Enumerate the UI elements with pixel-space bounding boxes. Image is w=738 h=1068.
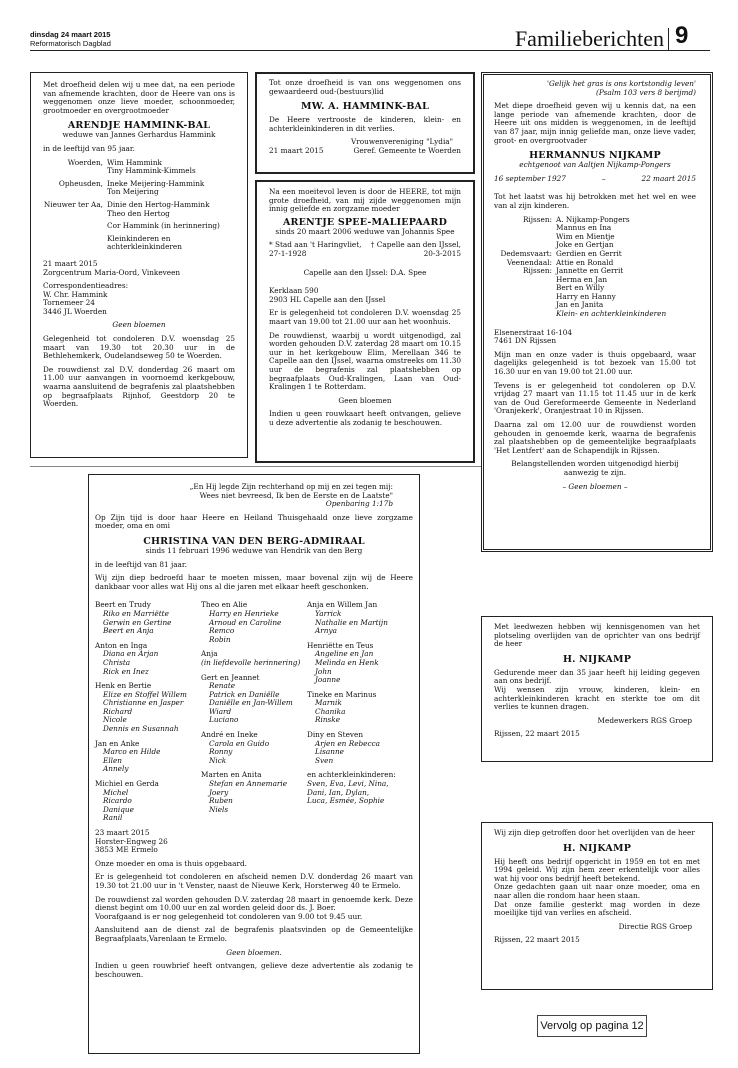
ad1-corr-line: Tornemeer 24: [43, 298, 95, 308]
family-head: Michiel en Gerda: [95, 779, 159, 789]
family-kid: (in liefdevolle herinnering): [201, 657, 301, 667]
ad1-corr-label: Correspondentieadres:: [43, 281, 129, 291]
family-head: en achterkleinkinderen:: [307, 770, 396, 780]
ad-nijkamp-medewerkers: [481, 616, 713, 762]
family-kid: Angeline en Jan: [315, 649, 374, 659]
family-place: Veenendaal:: [506, 257, 552, 267]
family-kid: Arjen en Rebecca: [315, 738, 381, 748]
family-kid: Yarrick: [315, 608, 342, 618]
family-place: Woerden,: [67, 157, 103, 167]
family-place: Rijssen:: [522, 266, 552, 276]
family-kid: Chanika: [315, 706, 346, 716]
family-kid: Melinda en Henk: [315, 657, 379, 667]
family-kid: Rinske: [315, 715, 341, 725]
ad5-p3: Er is gelegenheid tot condoleren en afscheid nemen D.V. donderdag 26 maart van 19.30 tot 21.00 uur in 't Venster, naast de Nieuwe Kerk, Horsterweg 40 te Ermelo.: [95, 872, 413, 890]
family-name: Kleinkinderen en: [107, 233, 171, 243]
ad3-born: * Stad aan 't Haringvliet,: [269, 240, 362, 250]
ad3-born-date: 27-1-1928: [269, 248, 307, 258]
ad-nijkamp-directie: [481, 822, 713, 990]
ad1-name: ARENDJE HAMMINK-BAL: [67, 120, 211, 132]
header-meta: [30, 30, 111, 48]
ad3-addr: 2903 HL Capelle aan den IJssel: [269, 294, 386, 304]
family-kid: Wiard: [209, 706, 232, 716]
family-head: Theo en Alie: [201, 600, 248, 610]
family-name: achterkleinkinderen: [107, 242, 182, 252]
ad3-signer: Capelle aan den IJssel: D.A. Spee: [303, 267, 427, 277]
ad5-sub: sinds 11 februari 1996 weduwe van Hendrik van den Berg: [145, 545, 363, 555]
family-head: Anton en Inga: [95, 640, 148, 650]
family-kid: Luca, Esmée, Sophie: [307, 796, 385, 806]
family-kid: Sven, Eva, Levi, Nina,: [307, 779, 389, 789]
ad4-addr: Elsenerstraat 16-104: [494, 327, 573, 337]
family-name: Tiny Hammink-Kimmels: [107, 166, 196, 176]
ad1-place: Zorgcentrum Maria-Oord, Vinkeveen: [43, 267, 181, 277]
ad4-born: 16 september 1927: [494, 173, 566, 183]
ad2-text: De Heere vertrooste de kinderen, klein- en achterkleinkinderen in dit verlies.: [269, 115, 461, 133]
family-name: Wim Hammink: [107, 157, 162, 167]
ad4-flowers: – Geen bloemen –: [562, 481, 628, 491]
ad3-sub: sinds 20 maart 2006 weduwe van Johannis Spee: [275, 226, 455, 236]
ad4-p3: Tevens is er gelegenheid tot condoleren op D.V. vrijdag 27 maart van 11.15 tot 11.45 uur in de kerk van de Oud Gereformeerde Gemeente in Nederland 'Oranjekerk', Oranjestraat 10 in Rijssen.: [494, 380, 696, 416]
ad7-p3: Dat onze familie gesterkt mag worden in deze moeilijke tijd van verlies en afscheid.: [494, 899, 700, 918]
family-kid: Nick: [209, 755, 227, 765]
ad5-name: CHRISTINA VAN DEN BERG-ADMIRAAL: [143, 535, 365, 547]
family-kid: Christianne en Jasper: [103, 698, 184, 708]
ad4-p2: Mijn man en onze vader is thuis opgebaard, waar dagelijks gelegenheid is tot bezoek van 15.00 tot 16.30 uur en van 19.00 tot 21.00 uur.: [494, 349, 696, 377]
ad4-name: HERMANNUS NIJKAMP: [529, 150, 661, 162]
family-name: Jan en Janita: [556, 300, 604, 310]
ad3-addr: Kerklaan 590: [269, 286, 319, 296]
ad5-p6: Indien u geen rouwbrief heeft ontvangen, gelieve deze advertentie als zodanig te beschouwen.: [95, 961, 413, 979]
ad4-quote: 'Gelijk het gras is ons kortstondig leven': [546, 79, 696, 88]
family-name: Herma en Jan: [556, 274, 608, 284]
family-kid: Robin: [209, 634, 231, 644]
family-name: Bert en Willy: [556, 283, 605, 293]
ad4-addr: 7461 DN Rijssen: [494, 336, 557, 346]
ad3-name: ARENTJE SPEE-MALIEPAARD: [282, 216, 448, 228]
family-head: Marten en Anita: [201, 770, 262, 780]
family-kid: Gerwin en Gertine: [103, 617, 172, 627]
ad1-p1: Gelegenheid tot condoleren D.V. woensdag 25 maart van 19.30 tot 20.30 uur in de Bethlehemkerk, Oudelandseweg 50 te Woerden.: [43, 334, 235, 361]
family-head: Diny en Steven: [307, 730, 364, 740]
ad4-died: 22 maart 2015: [641, 173, 696, 183]
family-kid: Joanne: [315, 675, 341, 685]
family-place: Dedemsvaart:: [500, 248, 552, 258]
ad3-died: † Capelle aan den IJssel,: [370, 240, 461, 250]
family-kid: Marnik: [315, 698, 342, 708]
ad5-p4a: De rouwdienst zal worden gehouden D.V. zaterdag 28 maart in genoemde kerk. Deze dienst begint om 10.00 uur en zal worden geleid door ds. J. Boer.: [95, 894, 413, 913]
family-kid: Annely: [103, 764, 129, 774]
family-kid: Remco: [209, 626, 235, 636]
ad2-intro: Tot onze droefheid is van ons weggenomen ons gewaardeerd oud-(bestuurs)lid: [269, 78, 461, 96]
ad6-p1: Gedurende meer dan 35 jaar heeft hij leiding gegeven aan ons bedrijf.: [494, 667, 700, 686]
family-kid: Dani, Ian, Dylan,: [307, 787, 370, 797]
ad5-quote1: „En Hij legde Zijn rechterhand op mij en zei tegen mij:: [189, 482, 393, 491]
family-kid: Ronny: [209, 747, 233, 757]
ad6-signer: Medewerkers RGS Groep: [597, 715, 692, 725]
family-column: [95, 601, 201, 829]
header-date: dinsdag 24 maart 2015: [30, 30, 111, 39]
family-kid: Patrick en Daniëlle: [209, 689, 280, 699]
family-kid: Lisanne: [315, 747, 344, 757]
header-paper: Reformatorisch Dagblad: [30, 39, 111, 48]
family-name: Theo den Hertog: [107, 208, 170, 218]
ad1-date: 21 maart 2015: [43, 258, 98, 268]
ad3-flowers: Geen bloemen: [338, 395, 392, 405]
family-place: [43, 235, 107, 252]
family-head: Tineke en Marinus: [307, 689, 377, 699]
header-divider: [668, 28, 669, 50]
header-rule: [30, 50, 710, 51]
family-head: Anja: [201, 649, 218, 659]
ad5-intro: Op Zijn tijd is door haar Heere en Heiland Thuisgehaald onze lieve zorgzame moeder, oma en omi: [95, 512, 413, 531]
family-kid: Christa: [103, 657, 131, 667]
family-kid: Riko en Marriëtte: [103, 608, 169, 618]
family-kid: Sven: [315, 755, 334, 765]
ad5-addr: 23 maart 2015: [95, 828, 150, 837]
family-kid: Elize en Stoffel Willem: [103, 689, 187, 699]
family-kid: Dennis en Susannah: [103, 724, 179, 734]
family-kid: Ranil: [103, 813, 123, 823]
ad1-age: in de leeftijd van 95 jaar.: [43, 143, 135, 153]
ad-hammink-bal: [30, 72, 248, 458]
ad5-quote2: Wees niet bevreesd, Ik ben de Eerste en de Laatste": [199, 490, 393, 500]
family-kid: Renate: [209, 681, 236, 691]
ad1-corr-line: W. Chr. Hammink: [43, 289, 108, 299]
ad5-p4b: Voorafgaand is er nog gelegenheid tot condoleren van 9.00 tot 9.45 uur.: [95, 911, 363, 921]
ad2-org2: Geref. Gemeente te Woerden: [353, 145, 461, 155]
family-place: [43, 222, 107, 231]
ad4-family: [494, 216, 696, 319]
family-head: Beert en Trudy: [95, 600, 151, 610]
family-kid: Ricardo: [103, 796, 132, 806]
family-name: Cor Hammink (in herinnering): [107, 221, 220, 231]
family-head: Anja en Willem Jan: [307, 600, 378, 610]
family-head: Henriëtte en Teus: [307, 640, 374, 650]
ad4-quote-ref: (Psalm 103 vers 8 berijmd): [596, 87, 696, 97]
ad3-p1: Er is gelegenheid tot condoleren D.V. woensdag 25 maart van 19.00 tot 21.00 uur aan het woonhuis.: [269, 308, 461, 326]
family-name: Wim en Mientje: [556, 231, 615, 241]
ad5-addr: 3853 ME Ermelo: [95, 845, 158, 855]
family-name: Jannette en Gerrit: [556, 266, 624, 276]
page-number: 9: [675, 22, 689, 49]
family-name: Mannus en Ina: [556, 223, 612, 233]
ad4-p1: Tot het laatst was hij betrokken met het wel en wee van al zijn kinderen.: [494, 192, 696, 210]
ad7-name: H. NIJKAMP: [562, 842, 632, 854]
ad-van-den-berg-admiraal: [88, 474, 420, 1054]
ad5-addr: Horster-Engweg 26: [95, 836, 168, 846]
ad7-signer: Directie RGS Groep: [618, 921, 692, 931]
family-column: [201, 601, 307, 829]
ad4-intro: Met diepe droefheid geven wij u kennis dat, na een lange periode van afnemende krachten, door de Heere uit ons midden is weggenomen, in de leeftijd van 87 jaar, mijn innig geliefde man, onze lieve vader, groot- en overgrootvader: [494, 101, 696, 145]
section-title: Familieberichten: [514, 26, 664, 51]
ad6-name: H. NIJKAMP: [562, 653, 632, 665]
family-kid: Marco en Hilde: [103, 747, 161, 757]
family-kid: Beert en Anja: [103, 626, 154, 636]
ad6-p2: Wij wensen zijn vrouw, kinderen, klein- en achterkleinkinderen kracht en sterkte toe om dit verlies te kunnen dragen.: [494, 684, 700, 712]
family-head: André en Ineke: [201, 730, 258, 740]
column-divider: [30, 466, 482, 467]
family-kid: Richard: [103, 706, 133, 716]
ad1-p2: De rouwdienst zal D.V. donderdag 26 maart om 11.00 uur aanvangen in voornoemd kerkgebouw, waarna aansluitend de begrafenis zal plaatshebben op begraafplaats Rijnhof, Geestdorp 20 te Woerden.: [43, 364, 235, 409]
ad1-intro: Met droefheid delen wij u mee dat, na een periode van afnemende krachten, door de Heere van ons is weggenomen onze lieve moeder, schoonmoeder, grootmoeder en overgrootmoeder: [43, 80, 235, 115]
family-place: Nieuwer ter Aa,: [43, 199, 103, 209]
ad5-quote-ref: Openbaring 1:17b: [325, 499, 393, 509]
ad2-org1: Vrouwenvereniging "Lydia": [351, 137, 453, 147]
family-kid: Joery: [209, 787, 229, 797]
family-kid: Michel: [103, 787, 129, 797]
ad7-intro: Wij zijn diep getroffen door het overlijden van de heer: [494, 828, 695, 837]
ad4-sub: echtgenoot van Aaltjen Nijkamp-Pongers: [519, 160, 671, 170]
family-kid: Diana en Arjan: [103, 649, 159, 659]
ad5-age: in de leeftijd van 81 jaar.: [95, 559, 187, 569]
family-kid: Carola en Guido: [209, 738, 270, 748]
ad4-p4: Daarna zal om 12.00 uur de rouwdienst worden gehouden in genoemde kerk, waarna de begrafenis zal plaatshebben op de gemeentelijke begraafplaats 'Het Lentfert' aan de Schapendijk in Rijssen.: [494, 420, 696, 455]
family-name: Harry en Hanny: [556, 291, 616, 301]
ad-mw-hammink-bal: [255, 72, 475, 174]
family-place: Rijssen:: [522, 214, 552, 224]
ad4-dash: –: [601, 173, 606, 183]
family-kid: Daniëlle en Jan-Willem: [209, 698, 293, 708]
family-kid: John: [315, 666, 332, 676]
family-kid: Stefan en Annemarie: [209, 779, 288, 789]
family-kid: Harry en Henrieke: [209, 608, 279, 618]
family-name: A. Nijkamp-Pongers: [556, 214, 630, 224]
ad-spee-maliepaard: [255, 180, 475, 463]
ad7-p1: Hij heeft ons bedrijf opgericht in 1959 en tot en met 1994 geleid. Wij zijn hem zeer erkentelijk voor alles wat hij voor ons bedrijf heeft betekend.: [494, 856, 700, 883]
family-name: Joke en Gertjan: [556, 240, 614, 250]
ad1-sub: weduwe van Jannes Gerhardus Hammink: [62, 130, 216, 140]
ad5-family: [95, 601, 413, 829]
ad3-intro: Na een moeitevol leven is door de HEERE, tot mijn grote droefheid, van mij zijde weggenomen mijn innig geliefde en zorgzame moeder: [269, 187, 461, 214]
ad1-corr-line: 3446 JL Woerden: [43, 306, 107, 316]
family-name: Gerdien en Gerrit: [556, 248, 622, 258]
ad6-date: Rijssen, 22 maart 2015: [494, 729, 580, 739]
ad1-flowers: Geen bloemen: [112, 320, 166, 330]
family-kid: Arnoud en Caroline: [209, 617, 282, 627]
family-name: Dinie den Hertog-Hammink: [107, 199, 210, 209]
ad5-p5: Aansluitend aan de dienst zal de begrafenis plaatsvinden op de Gemeentelijke Begraafplaats,Varenlaan te Ermelo.: [95, 925, 413, 943]
family-kid: Ruben: [209, 796, 233, 806]
family-name: Attie en Ronald: [556, 257, 614, 267]
family-kid: Niels: [209, 804, 229, 814]
family-head: Jan en Anke: [95, 738, 140, 748]
ad3-died-date: 20-3-2015: [423, 248, 461, 258]
ad4-p5: Belangstellenden worden uitgenodigd hierbij aanwezig te zijn.: [511, 459, 679, 477]
ad7-p2: Onze gedachten gaan uit naar onze moeder, oma en naar allen die rondom haar heen staan.: [494, 882, 700, 900]
continue-link[interactable]: Vervolg op pagina 12: [537, 1015, 647, 1037]
ad7-date: Rijssen, 22 maart 2015: [494, 935, 580, 945]
ad-hermannus-nijkamp: [481, 72, 713, 552]
family-kid: Ellen: [103, 755, 123, 765]
family-kid: Luciano: [209, 715, 239, 725]
family-name: Ineke Meijering-Hammink: [107, 178, 205, 188]
family-place: Opheusden,: [58, 178, 103, 188]
family-kid: Nathalie en Martijn: [315, 617, 388, 627]
ad3-p2: De rouwdienst, waarbij u wordt uitgenodigd, zal worden gehouden D.V. zaterdag 28 maart om 10.15 uur in het kerkgebouw Elim, Merellaan 346 te Capelle aan den IJssel, waarna omstreeks om 11.30 uur de begrafenis zal plaatshebben op begraafplaats Oud-Kralingen, Laan van Oud-Kralingen 1 te Rotterdam.: [269, 330, 461, 392]
family-name: Ton Meijering: [107, 187, 159, 197]
family-column: [307, 601, 413, 829]
family-kid: Nicole: [103, 715, 127, 725]
family-head: Gert en Jeannet: [201, 672, 260, 682]
family-kid: Arnya: [315, 626, 337, 636]
ad1-family: [43, 159, 235, 252]
ad5-p2: Onze moeder en oma is thuis opgebaard.: [95, 858, 247, 868]
family-grand: Klein- en achterkleinkinderen: [556, 309, 667, 319]
ad2-date: 21 maart 2015: [269, 145, 324, 155]
family-kid: Rick en Inez: [103, 666, 149, 676]
ad2-name: MW. A. HAMMINK-BAL: [301, 101, 429, 113]
ad5-p1: Wij zijn diep bedroefd haar te moeten missen, maar bovenal zijn wij de Heere dankbaar voor alles wat Hij ons al die jaren met elkaar heeft geschonken.: [95, 573, 413, 591]
ad3-p3: Indien u geen rouwkaart heeft ontvangen, gelieve u deze advertentie als zodanig te beschouwen.: [269, 409, 461, 427]
family-head: Henk en Bertie: [95, 681, 152, 691]
family-kid: Danique: [103, 804, 134, 814]
ad6-intro: Met leedwezen hebben wij kennisgenomen van het plotseling overlijden van de oprichter van ons bedrijf de heer: [494, 622, 700, 649]
ad5-flowers: Geen bloemen.: [226, 947, 282, 957]
